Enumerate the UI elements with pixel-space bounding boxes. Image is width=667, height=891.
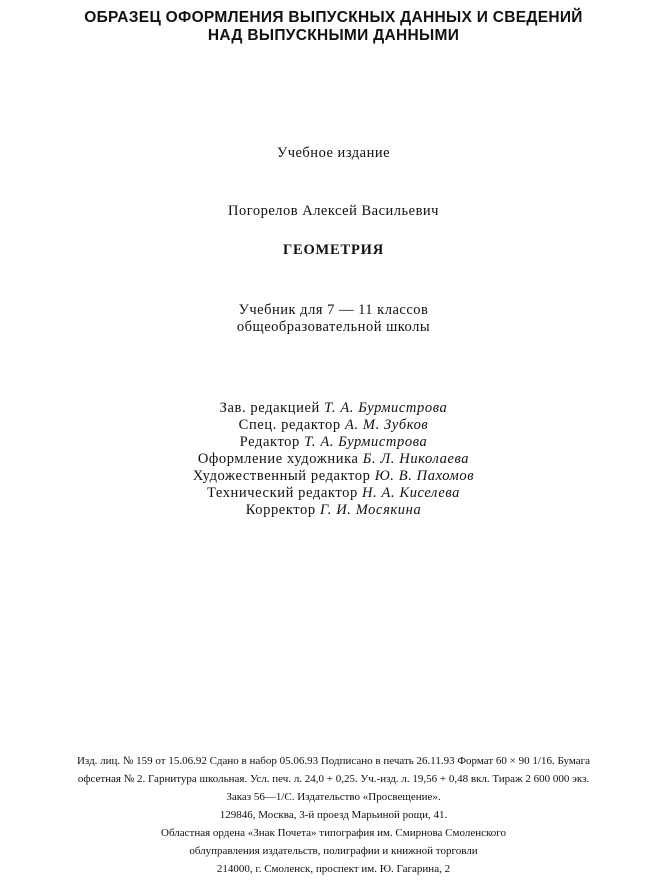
- header-title-line-1: ОБРАЗЕЦ ОФОРМЛЕНИЯ ВЫПУСКНЫХ ДАННЫХ И СВЕДЕНИЙ: [84, 9, 583, 26]
- credit-line-proofreader: [0, 502, 667, 519]
- imprint-line-printer-dept: облуправления издательств, полиграфии и книжной торговли: [189, 845, 478, 857]
- subtitle-line-2: общеобразовательной школы: [236, 319, 431, 335]
- credit-line-art-editor: [0, 468, 667, 485]
- header-title-line-2: НАД ВЫПУСКНЫМИ ДАННЫМИ: [207, 27, 460, 44]
- book-title: ГЕОМЕТРИЯ: [282, 242, 384, 258]
- credit-line-technical-editor: [0, 485, 667, 502]
- credit-line-design: [0, 451, 667, 468]
- credit-person: Т. А. Бурмистрова: [304, 434, 428, 450]
- credit-line-editor: [0, 434, 667, 451]
- credit-role: Спец. редактор: [238, 417, 341, 433]
- imprint-line-publisher-address: 129846, Москва, 3-й проезд Марьиной рощи, 41.: [219, 809, 448, 821]
- publication-type: Учебное издание: [276, 145, 391, 161]
- credit-role: Художественный редактор: [192, 468, 371, 484]
- credit-role: Оформление художника: [197, 451, 359, 467]
- imprint-line-printer-address: 214000, г. Смоленск, проспект им. Ю. Гагарина, 2: [216, 863, 451, 875]
- credit-person: А. М. Зубков: [345, 417, 429, 433]
- credit-person: Н. А. Киселева: [362, 485, 461, 501]
- credit-role: Корректор: [245, 502, 316, 518]
- credits-block: [0, 400, 667, 519]
- credit-person: Т. А. Бурмистрова: [324, 400, 448, 416]
- imprint-line-license: Изд. лиц. № 159 от 15.06.92 Сдано в набор 05.06.93 Подписано в печать 26.11.93 Формат 60 × 90 1/16. Бумага: [76, 755, 591, 767]
- credit-line-head-of-editorial: [0, 400, 667, 417]
- imprint-line-order: Заказ 56—1/С. Издательство «Просвещение».: [226, 791, 441, 803]
- credit-role: Редактор: [239, 434, 300, 450]
- credit-role: Зав. редакцией: [219, 400, 320, 416]
- credit-person: Б. Л. Николаева: [362, 451, 470, 467]
- credit-role: Технический редактор: [206, 485, 358, 501]
- subtitle-line-1: Учебник для 7 — 11 классов: [238, 302, 429, 318]
- imprint-block: [0, 752, 667, 878]
- imprint-line-printer: Областная ордена «Знак Почета» типография им. Смирнова Смоленского: [161, 827, 506, 839]
- author-name: Погорелов Алексей Васильевич: [228, 203, 439, 219]
- credit-line-special-editor: [0, 417, 667, 434]
- credit-person: Г. И. Мосякина: [319, 502, 422, 518]
- credit-person: Ю. В. Пахомов: [374, 468, 475, 484]
- imprint-line-paper: офсетная № 2. Гарнитура школьная. Усл. печ. л. 24,0 + 0,25. Уч.-изд. л. 19,56 + 0,48 вкл. Тираж 2 600 000 экз.: [77, 773, 590, 785]
